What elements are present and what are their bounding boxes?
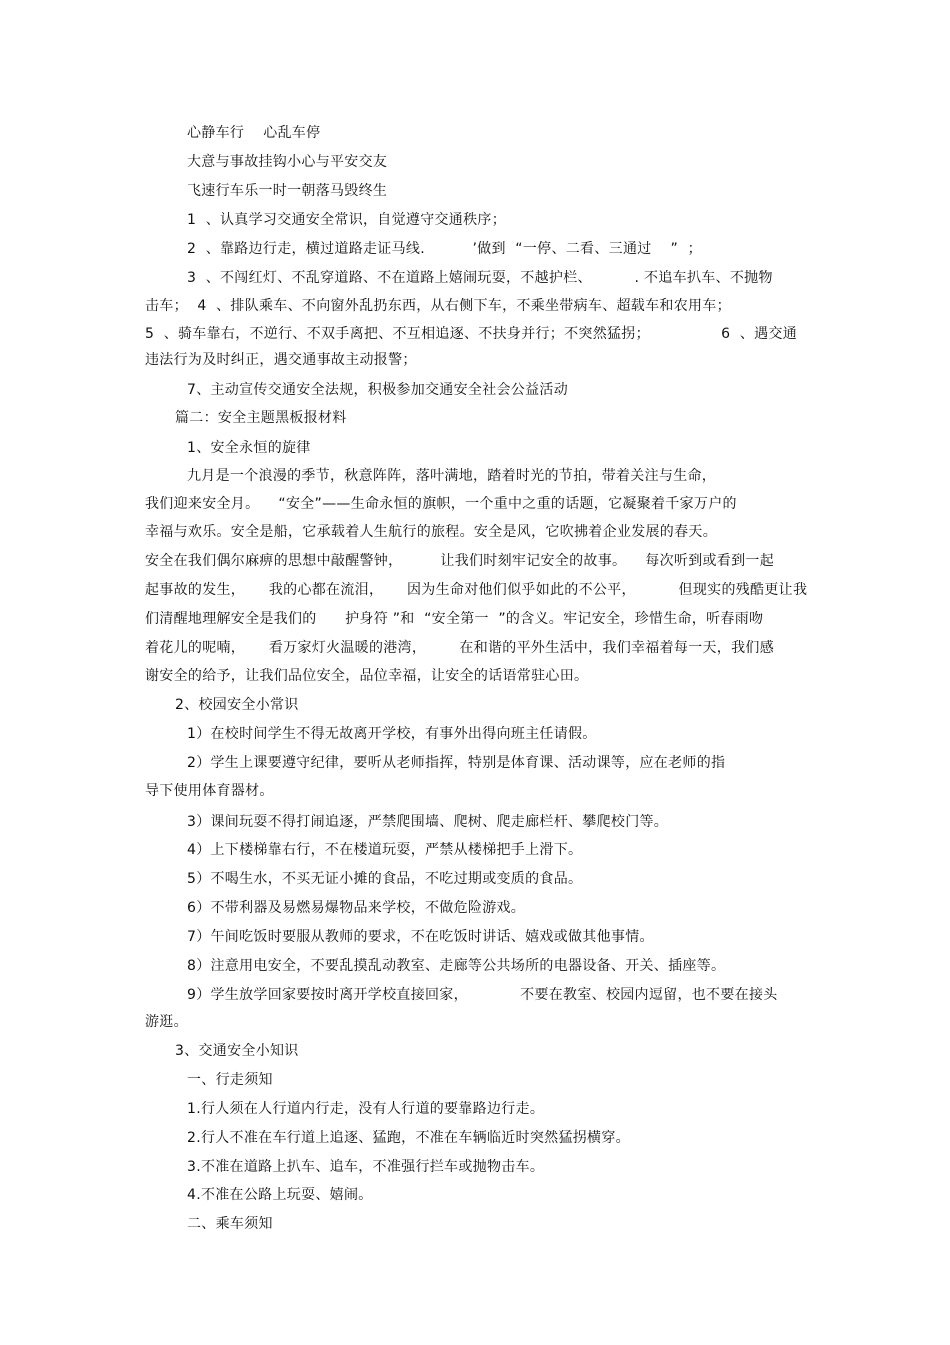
list-item: 1）在校时间学生不得无故离开学校，有事外出得向班主任请假。 (187, 726, 597, 742)
subsection-heading: 一、行走须知 (187, 1072, 273, 1088)
subsection-heading: 3、交通安全小知识 (175, 1043, 299, 1059)
list-item-continuation: 游逛。 (145, 1014, 188, 1030)
subsection-heading: 2、校园安全小常识 (175, 697, 299, 713)
text-line: 5 、骑车靠右，不逆行、不双手离把、不互相追逐、不扶身并行；不突然猛拐； 6 、遇交通 (145, 326, 798, 342)
list-item: 9）学生放学回家要按时离开学校直接回家， 不要在教室、校园内逗留，也不要在接头 (187, 987, 778, 1003)
text-line: 九月是一个浪漫的季节，秋意阵阵，落叶满地，踏着时光的节拍，带着关注与生命， (187, 468, 717, 484)
text-line: 我们迎来安全月。 “安全”——生命永恒的旗帜，一个重中之重的话题，它凝聚着千家万户的 (145, 496, 737, 512)
subsection-heading: 二、乘车须知 (187, 1216, 273, 1232)
text-line: 大意与事故挂钩小心与平安交友 (187, 154, 388, 170)
subsection-heading: 1、安全永恒的旋律 (187, 440, 311, 456)
section-heading: 篇二：安全主题黑板报材料 (175, 410, 347, 426)
list-item: 1.行人须在人行道内行走，没有人行道的要靠路边行走。 (187, 1101, 545, 1117)
list-item: 7）午间吃饭时要服从教师的要求，不在吃饭时讲话、嬉戏或做其他事情。 (187, 929, 654, 945)
text-line: 心静车行 心乱车停 (187, 125, 321, 141)
text-line: 谢安全的给予，让我们品位安全，品位幸福，让安全的话语常驻心田。 (145, 668, 589, 684)
text-line: 3 、不闯红灯、不乱穿道路、不在道路上嬉闹玩耍，不越护栏、 . 不追车扒车、不抛物 (187, 270, 773, 286)
text-line: 幸福与欢乐。安全是船，它承载着人生航行的旅程。安全是风，它吹拂着企业发展的春天。 (145, 524, 717, 540)
list-item: 2.行人不准在车行道上追逐、猛跑，不准在车辆临近时突然猛拐横穿。 (187, 1130, 630, 1146)
text-line: 违法行为及时纠正，遇交通事故主动报警； (145, 352, 417, 368)
text-line: 着花儿的呢喃， 看万家灯火温暖的港湾， 在和谐的平外生活中，我们幸福着每一天，我们感 (145, 640, 774, 656)
text-line: 飞速行车乐一时一朝落马毁终生 (187, 183, 388, 199)
text-line: 击车； 4 、排队乘车、不向窗外乱扔东西，从右侧下车，不乘坐带病车、超载车和农用车； (145, 298, 731, 314)
list-item: 3.不准在道路上扒车、追车，不准强行拦车或抛物击车。 (187, 1159, 545, 1175)
list-item: 4）上下楼梯靠右行，不在楼道玩耍，严禁从楼梯把手上滑下。 (187, 842, 583, 858)
text-line: 2 、靠路边行走，横过道路走证马线. ’做到 “一停、二看、三通过 ” ； (187, 241, 702, 257)
list-item: 4.不准在公路上玩耍、嬉闹。 (187, 1187, 373, 1203)
list-item: 5）不喝生水，不买无证小摊的食品，不吃过期或变质的食品。 (187, 871, 583, 887)
text-line: 1 、认真学习交通安全常识，自觉遵守交通秩序； (187, 212, 507, 228)
list-item: 3）课间玩耍不得打闹追逐，严禁爬围墙、爬树、爬走廊栏杆、攀爬校门等。 (187, 814, 669, 830)
text-line: 7、主动宣传交通安全法规，积极参加交通安全社会公益活动 (187, 382, 569, 398)
list-item-continuation: 导下使用体育器材。 (145, 783, 274, 799)
list-item: 2）学生上课要遵守纪律，要听从老师指挥，特别是体育课、活动课等，应在老师的指 (187, 755, 726, 771)
text-line: 起事故的发生， 我的心都在流泪， 因为生命对他们似乎如此的不公平， 但现实的残酷更让我 (145, 582, 808, 598)
list-item: 8）注意用电安全，不要乱摸乱动教室、走廊等公共场所的电器设备、开关、插座等。 (187, 958, 726, 974)
list-item: 6）不带利器及易燃易爆物品来学校，不做危险游戏。 (187, 900, 526, 916)
text-line: 安全在我们偶尔麻痹的思想中敲醒警钟， 让我们时刻牢记安全的故事。 每次听到或看到一起 (145, 553, 774, 569)
text-line: 们清醒地理解安全是我们的 护身符 ”和 “安全第一 ”的含义。牢记安全，珍惜生命，听春雨吻 (145, 611, 764, 627)
